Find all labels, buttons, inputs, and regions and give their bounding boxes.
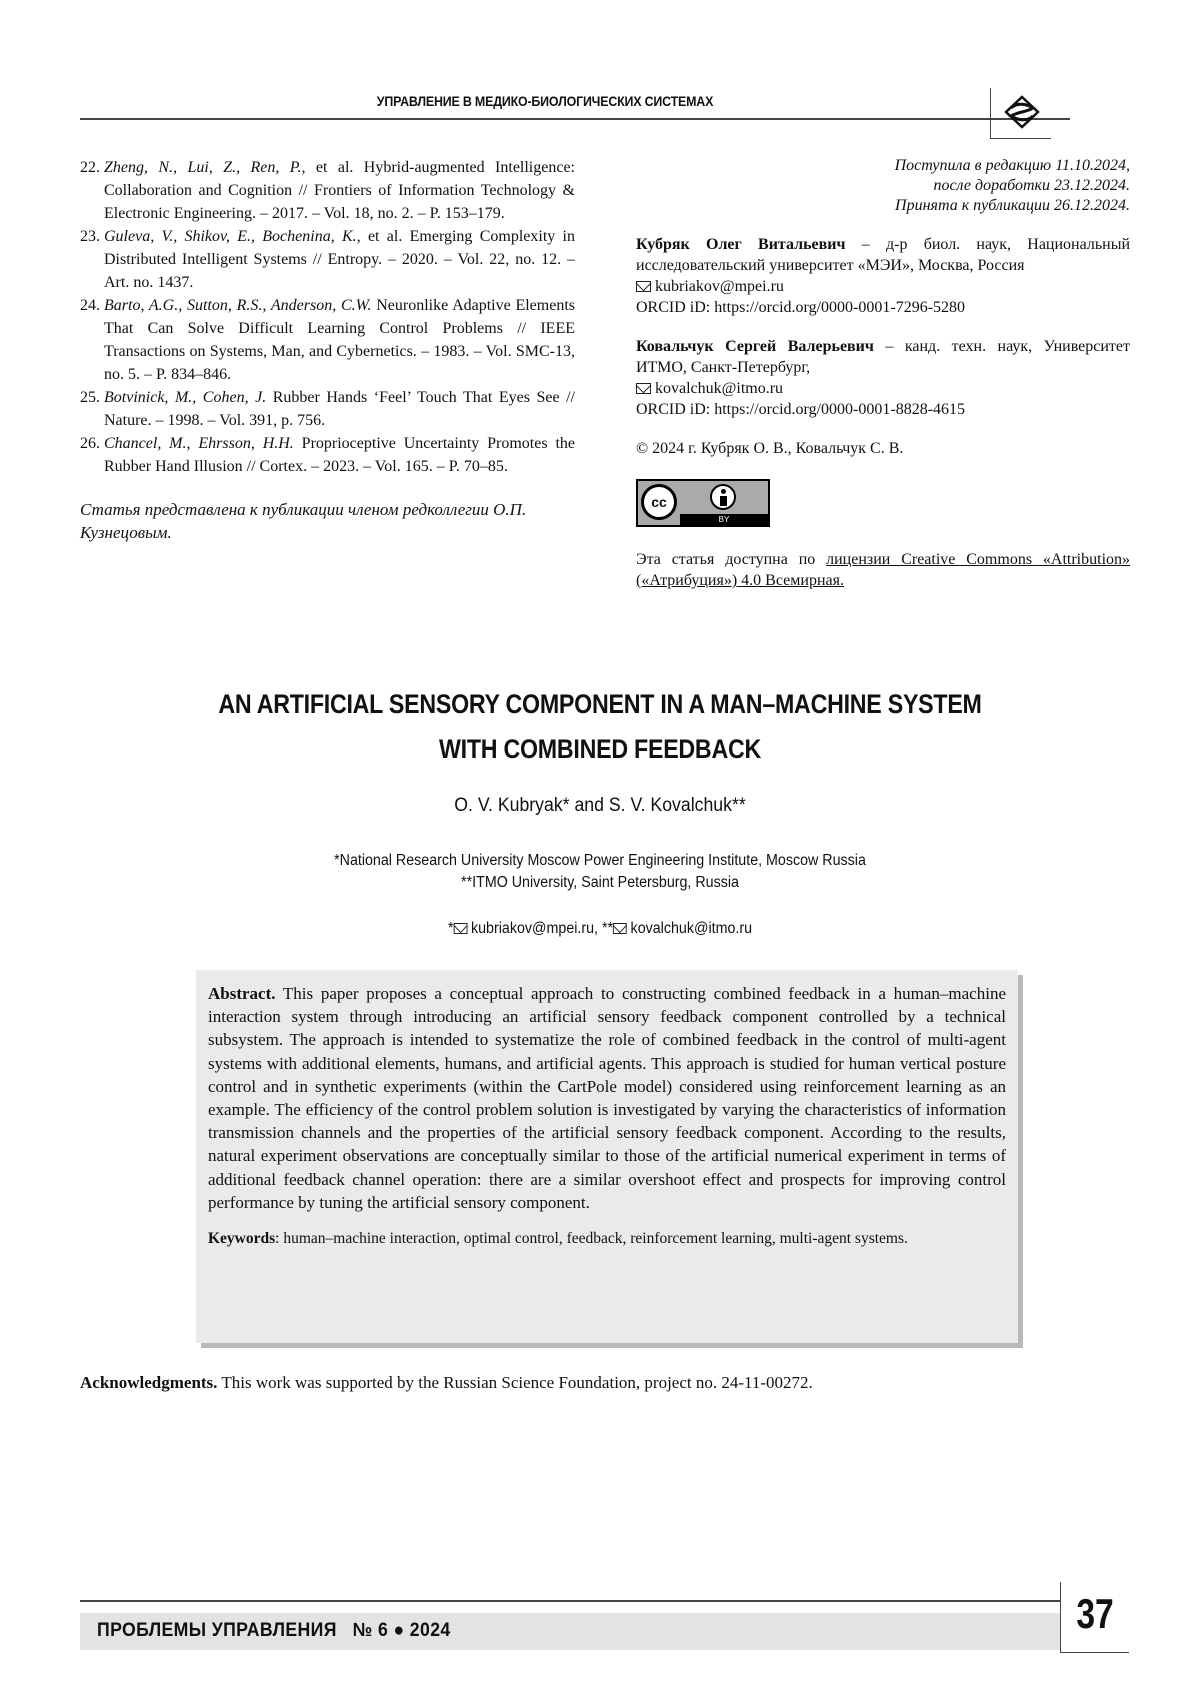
reference-number: 25.	[80, 389, 100, 406]
abstract-paragraph	[208, 982, 1006, 1214]
article-emails	[140, 920, 1060, 938]
cc-by-license-badge[interactable]	[636, 479, 770, 527]
email-link[interactable]: kovalchuk@itmo.ru	[630, 920, 753, 937]
accepted-date: Принята к публикации 26.12.2024.	[895, 197, 1130, 214]
envelope-icon	[454, 923, 468, 934]
author-info	[636, 336, 1130, 420]
author-info	[636, 234, 1130, 318]
reference-text: et al. Emerging Complexity in Distributed Intelligent Systems // Entropy. – 2020. – Vol. 22, no. 12. – Art. no. 1437.	[104, 228, 575, 291]
abstract-text: This paper proposes a conceptual approach to constructing combined feedback in a human–machine interaction system through introducing an artificial sensory feedback component controlled by a technical subsystem. The approach is intended to systematize the role of combined feedback in the control of multi-agent systems with additional elements, humans, and artificial agents. This approach is studied for human vertical posture control and in synthetic experiments (within the CartPole model) considered using reinforcement learning as an example. The efficiency of the control problem solution is investigated by varying the characteristics of information transmission channels and the properties of the artificial sensory feedback component. According to the results, natural experiment observations are conceptually similar to those of the artificial numerical experiment in terms of additional feedback channel operation: there are a similar overshoot effect and prospects for improving control performance by tuning the artificial sensory component.	[208, 984, 1006, 1212]
attribution-person-icon	[710, 484, 736, 510]
references-column	[80, 156, 575, 544]
editor-note: Статья представлена к публикации членом редколлегии О.П. Кузнецовым.	[80, 500, 527, 542]
author-affiliation: – канд. техн. наук, Университет ИТМО, Санкт-Петербург,	[636, 338, 1131, 376]
received-date: Поступила в редакцию 11.10.2024,	[894, 157, 1130, 174]
article-title	[170, 682, 1030, 772]
header-rule	[80, 118, 1070, 120]
journal-logo	[990, 88, 1051, 139]
reference-number: 26.	[80, 435, 100, 452]
journal-issue: ПРОБЛЕМЫ УПРАВЛЕНИЯ № 6 ● 2024	[97, 1620, 451, 1641]
acknowledgments-text: This work was supported by the Russian Science Foundation, project no. 24-11-00272.	[217, 1373, 813, 1392]
author-orcid-link[interactable]: ORCID iD: https://orcid.org/0000-0001-8828-4615	[636, 401, 966, 418]
affiliation-line: *National Research University Moscow Power Engineering Institute, Moscow Russia	[334, 852, 866, 869]
article-info-column	[636, 156, 1130, 591]
license-prefix: Эта статья доступна по	[636, 551, 827, 568]
reference-item	[80, 225, 575, 294]
reference-text: Proprioceptive Uncertainty Promotes the Rubber Hand Illusion // Cortex. – 2023. – Vol. 165. – P. 70–85.	[104, 435, 575, 475]
license-link[interactable]: лицензии Creative Commons «Attribution» («Атрибуция») 4.0 Всемирная.	[636, 551, 1131, 589]
article-title-line: AN ARTIFICIAL SENSORY COMPONENT IN A MAN–MACHINE SYSTEM	[218, 689, 982, 719]
received-dates	[636, 156, 1130, 216]
abstract-label: Abstract.	[208, 984, 276, 1003]
reference-number: 23.	[80, 228, 100, 245]
reference-item	[80, 432, 575, 478]
author-email-link[interactable]: kovalchuk@itmo.ru	[655, 380, 784, 397]
author-name: Ковальчук Сергей Валерьевич	[636, 338, 874, 355]
envelope-icon	[636, 383, 651, 394]
email-link[interactable]: kubriakov@mpei.ru, **	[470, 920, 614, 937]
reference-item	[80, 386, 575, 432]
reference-authors: Chancel, M., Ehrsson, H.H.	[104, 435, 294, 452]
cc-icon: cc	[641, 484, 677, 520]
envelope-icon	[613, 923, 627, 934]
affiliation-line: **ITMO University, Saint Petersburg, Russia	[461, 874, 739, 891]
footer-rule	[80, 1600, 1060, 1602]
reference-item	[80, 294, 575, 386]
article-authors: O. V. Kubryak* and S. V. Kovalchuk**	[454, 795, 746, 816]
envelope-icon	[636, 281, 651, 292]
acknowledgments-label: Acknowledgments.	[80, 1373, 218, 1392]
author-email-link[interactable]: kubriakov@mpei.ru	[655, 278, 784, 295]
author-name: Кубряк Олег Витальевич	[636, 236, 846, 253]
reference-authors: Zheng, N., Lui, Z., Ren, P.,	[104, 159, 306, 176]
reference-authors: Guleva, V., Shikov, E., Bochenina, K.,	[104, 228, 361, 245]
keywords-label: Keywords	[208, 1230, 276, 1248]
reference-number: 24.	[80, 297, 100, 314]
license-statement	[636, 549, 1130, 591]
reference-text: et al. Hybrid-augmented Intelligence: Collaboration and Cognition // Frontiers of Information Technology & Electronic Engineering. – 2017. – Vol. 18, no. 2. – P. 153–179.	[104, 159, 576, 222]
keywords-paragraph	[208, 1228, 1006, 1249]
journal-logo-icon	[1003, 94, 1041, 130]
abstract-box	[196, 970, 1018, 1343]
reference-text: Neuronlike Adaptive Elements That Can Solve Difficult Learning Control Problems // IEEE Transactions on Systems, Man, and Cybernetics. – 1983. – Vol. SMC-13, no. 5. – P. 834–846.	[104, 297, 575, 383]
acknowledgments	[80, 1373, 1130, 1393]
page-number: 37	[1076, 1590, 1114, 1637]
reference-authors: Botvinick, M., Cohen, J.	[104, 389, 267, 406]
by-label: BY	[680, 514, 768, 525]
reference-authors: Barto, A.G., Sutton, R.S., Anderson, C.W.	[104, 297, 372, 314]
copyright-notice: © 2024 г. Кубряк О. В., Ковальчук С. В.	[636, 440, 904, 457]
journal-section-title: УПРАВЛЕНИЕ В МЕДИКО-БИОЛОГИЧЕСКИХ СИСТЕМАХ	[376, 94, 714, 109]
reference-text: Rubber Hands ‘Feel’ Touch That Eyes See // Nature. – 1998. – Vol. 391, p. 756.	[104, 389, 576, 429]
running-header	[80, 88, 1070, 120]
keywords-text: : human–machine interaction, optimal control, feedback, reinforcement learning, multi-agent systems.	[275, 1230, 908, 1248]
article-affiliations	[140, 850, 1060, 894]
author-orcid-link[interactable]: ORCID iD: https://orcid.org/0000-0001-7296-5280	[636, 299, 966, 316]
email-marker: *	[447, 920, 454, 937]
article-title-line: WITH COMBINED FEEDBACK	[439, 734, 761, 764]
revised-date: после доработки 23.12.2024.	[933, 177, 1130, 194]
reference-item	[80, 156, 575, 225]
author-affiliation: – д-р биол. наук, Национальный исследовательский университет «МЭИ», Москва, Россия	[636, 236, 1131, 274]
reference-number: 22.	[80, 159, 100, 176]
